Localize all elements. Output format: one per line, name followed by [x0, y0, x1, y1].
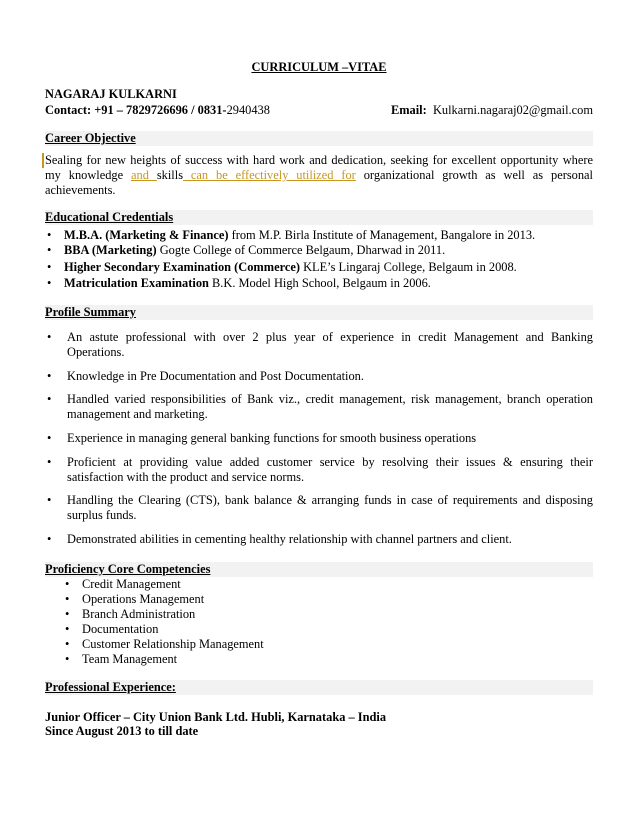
competencies-heading-text: Proficiency Core Competencies [45, 562, 211, 576]
bullet-icon: • [65, 652, 70, 666]
bullet-icon: • [47, 431, 52, 445]
profile-summary-text: Knowledge in Pre Documentation and Post Documentation. [67, 369, 364, 383]
objective-line-2 [45, 168, 593, 183]
education-detail: KLE’s Lingaraj College, Belgaum in 2008. [299, 260, 517, 274]
contact-email-block [391, 103, 593, 118]
competency-text: Credit Management [82, 577, 181, 591]
profile-summary-text: Experience in managing general banking functions for smooth business operations [67, 431, 477, 445]
email-label: Email: [390, 103, 427, 117]
bullet-icon: • [47, 369, 52, 383]
objective-line-3: achievements. [45, 183, 116, 197]
profile-summary-item [45, 369, 593, 384]
profile-summary-text: Handling the Clearing (CTS), bank balance & arranging funds in case of requirements and disposing surplus funds. [67, 493, 593, 522]
bullet-icon: • [65, 592, 70, 606]
profile-summary-text: Demonstrated abilities in cementing healthy relationship with channel partners and client. [67, 532, 512, 546]
bullet-icon: • [47, 260, 52, 274]
education-heading-text: Educational Credentials [45, 210, 174, 224]
bullet-icon: • [47, 455, 52, 469]
bullet-icon: • [65, 607, 70, 621]
document-title: CURRICULUM –VITAE [251, 60, 387, 74]
bullet-icon: • [47, 243, 52, 257]
objective-seg-2: skills [156, 168, 184, 182]
profile-summary-heading [45, 305, 593, 320]
profile-summary-item [45, 392, 593, 422]
experience-heading [45, 680, 593, 695]
education-degree: Higher Secondary Examination (Commerce) [64, 260, 300, 274]
contact-row [45, 103, 593, 118]
objective-highlight-1: and [131, 168, 157, 182]
education-degree: Matriculation Examination [64, 276, 209, 290]
bullet-icon: • [47, 276, 52, 290]
profile-summary-text: An astute professional with over 2 plus year of experience in credit Management and Banking Operations. [67, 330, 593, 359]
contact-phone-block [45, 103, 270, 117]
bullet-icon: • [47, 330, 52, 344]
education-detail: from M.P. Birla Institute of Management, Bangalore in 2013. [228, 228, 536, 242]
bullet-icon: • [65, 637, 70, 651]
profile-summary-item [45, 493, 593, 523]
contact-phone-tail: 2940438 [226, 103, 270, 117]
profile-summary-item [45, 431, 593, 446]
career-objective-text [45, 153, 593, 198]
education-heading [45, 210, 593, 225]
profile-summary-text: Handled varied responsibilities of Bank viz., credit management, risk management, branch operation management and marketing. [67, 392, 593, 421]
competency-text: Branch Administration [82, 607, 196, 621]
objective-line-1 [45, 153, 593, 168]
education-detail: B.K. Model High School, Belgaum in 2006. [208, 276, 431, 290]
job-title: Junior Officer – City Union Bank Ltd. Hubli, Karnataka – India [45, 710, 387, 724]
profile-summary-heading-text: Profile Summary [45, 305, 136, 319]
career-objective-heading [45, 131, 593, 146]
objective-seg-1: my knowledge [45, 168, 132, 182]
job-period: Since August 2013 to till date [45, 724, 199, 738]
education-degree: BBA (Marketing) [64, 243, 157, 257]
profile-summary-item [45, 455, 593, 485]
education-detail: Gogte College of Commerce Belgaum, Dharwad in 2011. [156, 243, 446, 257]
bullet-icon: • [47, 228, 52, 242]
education-degree: M.B.A. (Marketing & Finance) [64, 228, 229, 242]
bullet-icon: • [65, 577, 70, 591]
career-objective-heading-text: Career Objective [45, 131, 136, 145]
bullet-icon: • [65, 622, 70, 636]
competency-text: Team Management [82, 652, 178, 666]
competencies-heading [45, 562, 593, 577]
competency-text: Operations Management [82, 592, 205, 606]
bullet-icon: • [47, 493, 52, 507]
contact-phone: +91 – 7829726696 / 0831- [91, 103, 227, 117]
email-address: Kulkarni.nagaraj02@gmail.com [432, 103, 593, 117]
bullet-icon: • [47, 532, 52, 546]
objective-seg-3: organizational growth as well as personal [355, 168, 593, 182]
experience-heading-text: Professional Experience: [45, 680, 176, 694]
profile-summary-text: Proficient at providing value added customer service by resolving their issues & ensuring their satisfaction with the product and service norms. [67, 455, 593, 484]
contact-label: Contact: [45, 103, 92, 117]
competency-text: Customer Relationship Management [82, 637, 264, 651]
objective-line-1-text: Sealing for new heights of success with hard work and dedication, seeking for excellent opportunity where [45, 153, 593, 167]
candidate-name: NAGARAJ KULKARNI [45, 87, 177, 101]
text-cursor [42, 153, 44, 168]
bullet-icon: • [47, 392, 52, 406]
profile-summary-item [45, 532, 593, 547]
profile-summary-item [45, 330, 593, 360]
competency-text: Documentation [82, 622, 159, 636]
objective-highlight-2: can be effectively utilized for [183, 168, 356, 182]
